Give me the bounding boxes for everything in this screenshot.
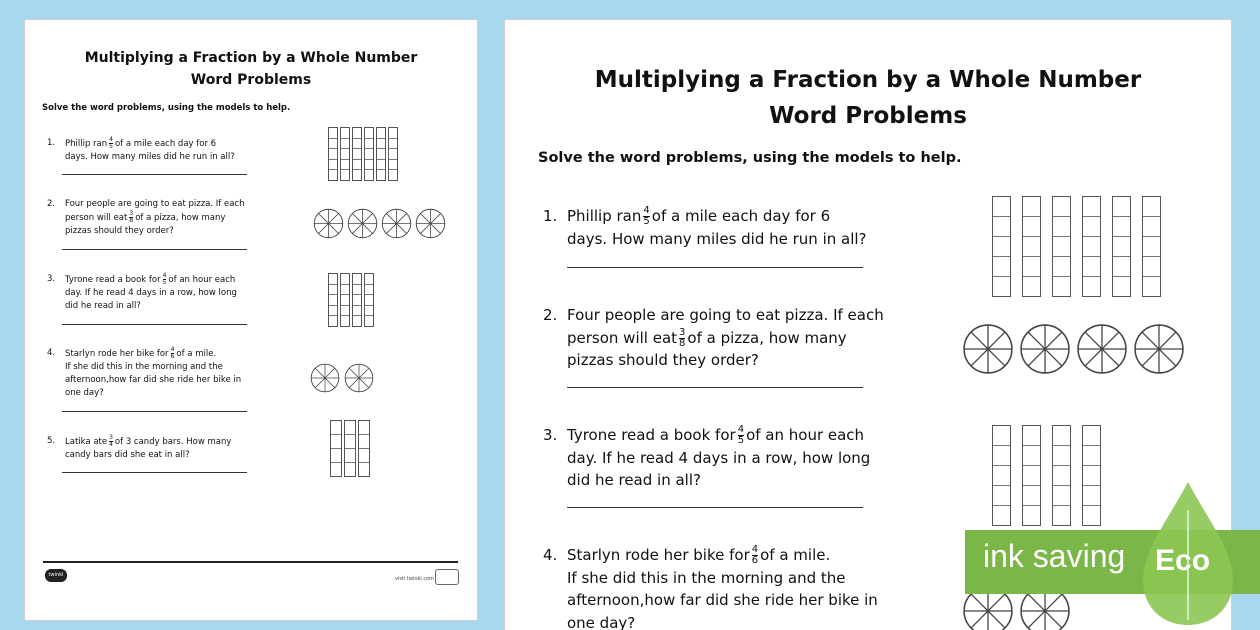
bar-column	[330, 420, 342, 477]
thumb-question-1: 1. Phillip ran $\frac{4}{5}$ of a mile each day for 6 days. How many miles did he run in all?	[47, 136, 235, 162]
bar-column	[364, 127, 374, 181]
bar-column	[328, 273, 338, 327]
thumb-bar-model-5	[330, 420, 370, 477]
thumb-question-2: 2. Four people are going to eat pizza. If each person will eat $\frac{3}{8}$ of a pizza, how many pizzas should they order?	[47, 199, 245, 236]
bar-column	[376, 127, 386, 181]
pizza-circle-icon	[1076, 323, 1128, 375]
pizza-model-2	[962, 323, 1185, 375]
bar-column	[388, 127, 398, 181]
bar-column	[352, 273, 362, 327]
bar-model-1	[992, 196, 1161, 297]
pizza-circle-icon	[310, 363, 340, 393]
eco-text: ink saving	[983, 538, 1126, 574]
pizza-circle-icon	[1133, 323, 1185, 375]
bar-column	[1082, 196, 1101, 297]
bar-column	[1142, 196, 1161, 297]
thumb-question-5: 5. Latika ate $\frac{3}{4}$ of 3 candy bars. How many candy bars did she eat in all?	[47, 434, 232, 460]
footer-badge-icon	[435, 569, 459, 585]
answer-line-3	[567, 507, 863, 508]
worksheet-thumbnail	[25, 20, 477, 620]
thumb-instructions: Solve the word problems, using the models to help.	[42, 103, 291, 113]
bar-column	[364, 273, 374, 327]
pizza-circle-icon	[415, 208, 446, 239]
bar-column	[358, 420, 370, 477]
pizza-circle-icon	[344, 363, 374, 393]
answer-line-1	[567, 267, 863, 268]
page-title: Multiplying a Fraction by a Whole Number Word Problems	[594, 67, 1142, 129]
eco-ink-saving-badge	[965, 480, 1260, 630]
question-1: 1. Phillip ran $\frac{4}{5}$ of a mile each day for 6 days. How many miles did he run in all?	[543, 205, 867, 248]
question-3: 3. Tyrone read a book for $\frac{4}{5}$ of an hour each day. If he read 4 days in a row, how long did he read in all?	[543, 424, 871, 489]
eco-label: Eco	[1155, 544, 1211, 577]
pizza-circle-icon	[381, 208, 412, 239]
bar-column	[1052, 196, 1071, 297]
thumb-pizza-model-4	[310, 363, 374, 393]
twinkl-logo: twinkl	[45, 569, 67, 582]
question-2: 2. Four people are going to eat pizza. If each person will eat $\frac{3}{8}$ of a pizza, how many pizzas should they order?	[543, 306, 884, 369]
bar-column	[344, 420, 356, 477]
bar-column	[992, 196, 1011, 297]
thumb-bar-model-3	[328, 273, 374, 327]
thumb-bar-model-1	[328, 127, 398, 181]
pizza-circle-icon	[962, 323, 1014, 375]
instructions: Solve the word problems, using the models to help.	[538, 150, 962, 166]
thumb-question-3: 3. Tyrone read a book for $\frac{4}{5}$ of an hour each day. If he read 4 days in a row, how long did he read in all?	[47, 272, 237, 311]
bar-column	[340, 273, 350, 327]
bar-column	[340, 127, 350, 181]
bar-column	[328, 127, 338, 181]
pizza-circle-icon	[1019, 323, 1071, 375]
footer-divider	[43, 561, 458, 563]
pizza-circle-icon	[313, 208, 344, 239]
bar-column	[1022, 196, 1041, 297]
thumb-title: Multiplying a Fraction by a Whole Number Word Problems	[84, 50, 418, 88]
bar-column	[1112, 196, 1131, 297]
pizza-circle-icon	[347, 208, 378, 239]
question-4: 4. Starlyn rode her bike for $\frac{4}{6}$ of a mile. If she did this in the morning and the afternoon,how far did she ride her bike in one day?	[543, 544, 878, 630]
bar-column	[352, 127, 362, 181]
thumb-question-4: 4. Starlyn rode her bike for $\frac{4}{6}$ of a mile. If she did this in the morning and the afternoon,how far did she ride her bike in one day?	[47, 346, 242, 398]
answer-line-2	[567, 387, 863, 388]
footer-url: visit twinkl.com	[395, 576, 435, 582]
thumb-pizza-model-2	[313, 208, 446, 239]
